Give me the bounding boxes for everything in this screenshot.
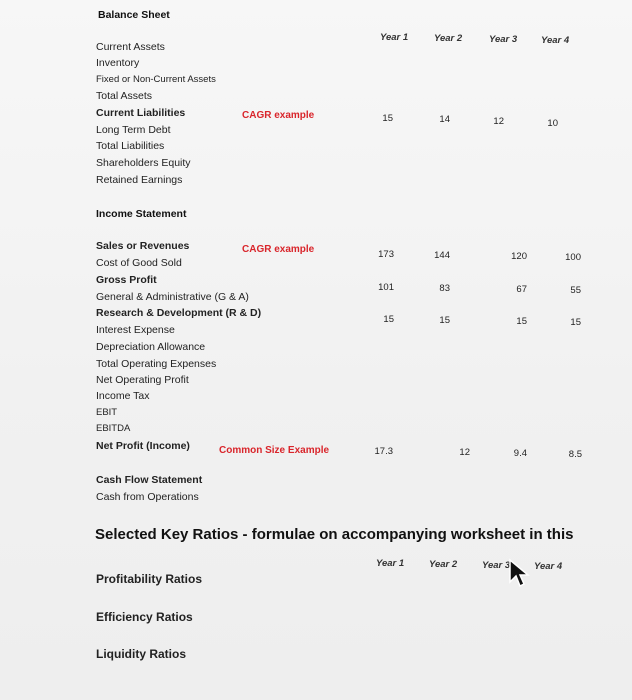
cash-flow-title: Cash Flow Statement <box>96 474 203 486</box>
bs-year-1: Year 1 <box>380 32 409 43</box>
is-sales-value-1: 173 <box>378 249 394 260</box>
key-ratios-title: Selected Key Ratios - formulae on accompanying worksheet in this <box>95 526 574 543</box>
is-rnd-value-3: 15 <box>516 316 527 327</box>
is-rnd-value-2: 15 <box>439 315 450 326</box>
is-net-profit-value-1: 17.3 <box>374 446 393 457</box>
kr-year-4: Year 4 <box>534 561 563 572</box>
is-gross-profit-value-1: 101 <box>378 282 394 293</box>
is-sales-value-3: 120 <box>511 251 527 262</box>
bs-row-inventory: Inventory <box>96 57 140 69</box>
income-statement-title: Income Statement <box>96 208 187 220</box>
is-row-g-and-a: General & Administrative (G & A) <box>96 291 249 303</box>
bs-cagr-value-2: 14 <box>439 114 450 125</box>
bs-year-2: Year 2 <box>434 33 463 44</box>
is-row-net-operating-profit: Net Operating Profit <box>96 374 189 386</box>
kr-year-1: Year 1 <box>376 558 405 569</box>
is-net-profit-value-4: 8.5 <box>568 449 582 460</box>
mouse-pointer-icon <box>507 558 533 588</box>
is-common-size-label: Common Size Example <box>219 445 330 456</box>
is-row-gross-profit: Gross Profit <box>96 274 157 286</box>
is-row-depreciation: Depreciation Allowance <box>96 341 206 353</box>
is-row-r-and-d: Research & Development (R & D) <box>96 307 262 319</box>
bs-row-current-assets: Current Assets <box>96 41 165 53</box>
bs-row-retained-earnings: Retained Earnings <box>96 174 183 186</box>
kr-row-efficiency: Efficiency Ratios <box>96 610 193 624</box>
bs-cagr-value-1: 15 <box>382 113 393 124</box>
is-cagr-example-label: CAGR example <box>242 244 315 255</box>
is-rnd-value-1: 15 <box>383 314 394 325</box>
bs-row-total-assets: Total Assets <box>96 90 153 102</box>
is-row-cogs: Cost of Good Sold <box>96 257 182 269</box>
is-sales-value-2: 144 <box>434 250 450 261</box>
kr-year-3: Year 3 <box>482 560 511 571</box>
bs-cagr-value-4: 10 <box>547 118 558 129</box>
bs-row-shareholders-equity: Shareholders Equity <box>96 157 191 169</box>
is-row-net-profit: Net Profit (Income) <box>96 440 190 452</box>
cf-row-cash-from-operations: Cash from Operations <box>96 491 199 503</box>
bs-row-fixed-assets: Fixed or Non-Current Assets <box>96 74 216 85</box>
is-gross-profit-value-2: 83 <box>439 283 450 294</box>
kr-row-profitability: Profitability Ratios <box>96 572 203 586</box>
is-row-sales: Sales or Revenues <box>96 240 190 252</box>
is-row-ebitda: EBITDA <box>96 423 131 434</box>
bs-cagr-value-3: 12 <box>493 116 504 127</box>
kr-row-liquidity: Liquidity Ratios <box>96 647 186 661</box>
balance-sheet-title: Balance Sheet <box>98 9 170 21</box>
is-rnd-value-4: 15 <box>570 317 581 328</box>
is-row-ebit: EBIT <box>96 407 118 418</box>
bs-cagr-example-label: CAGR example <box>242 110 315 121</box>
is-sales-value-4: 100 <box>565 252 581 263</box>
is-gross-profit-value-3: 67 <box>516 284 527 295</box>
kr-year-2: Year 2 <box>429 559 458 570</box>
is-net-profit-value-2: 12 <box>459 447 470 458</box>
is-row-interest-expense: Interest Expense <box>96 324 175 336</box>
is-row-income-tax: Income Tax <box>96 390 150 402</box>
bs-year-3: Year 3 <box>489 34 518 45</box>
bs-row-total-liabilities: Total Liabilities <box>96 140 165 152</box>
is-gross-profit-value-4: 55 <box>570 285 581 296</box>
is-net-profit-value-3: 9.4 <box>513 448 527 459</box>
bs-row-current-liabilities: Current Liabilities <box>96 107 186 119</box>
bs-year-4: Year 4 <box>541 35 570 46</box>
is-row-total-operating-expenses: Total Operating Expenses <box>96 358 217 370</box>
bs-row-long-term-debt: Long Term Debt <box>96 124 171 136</box>
